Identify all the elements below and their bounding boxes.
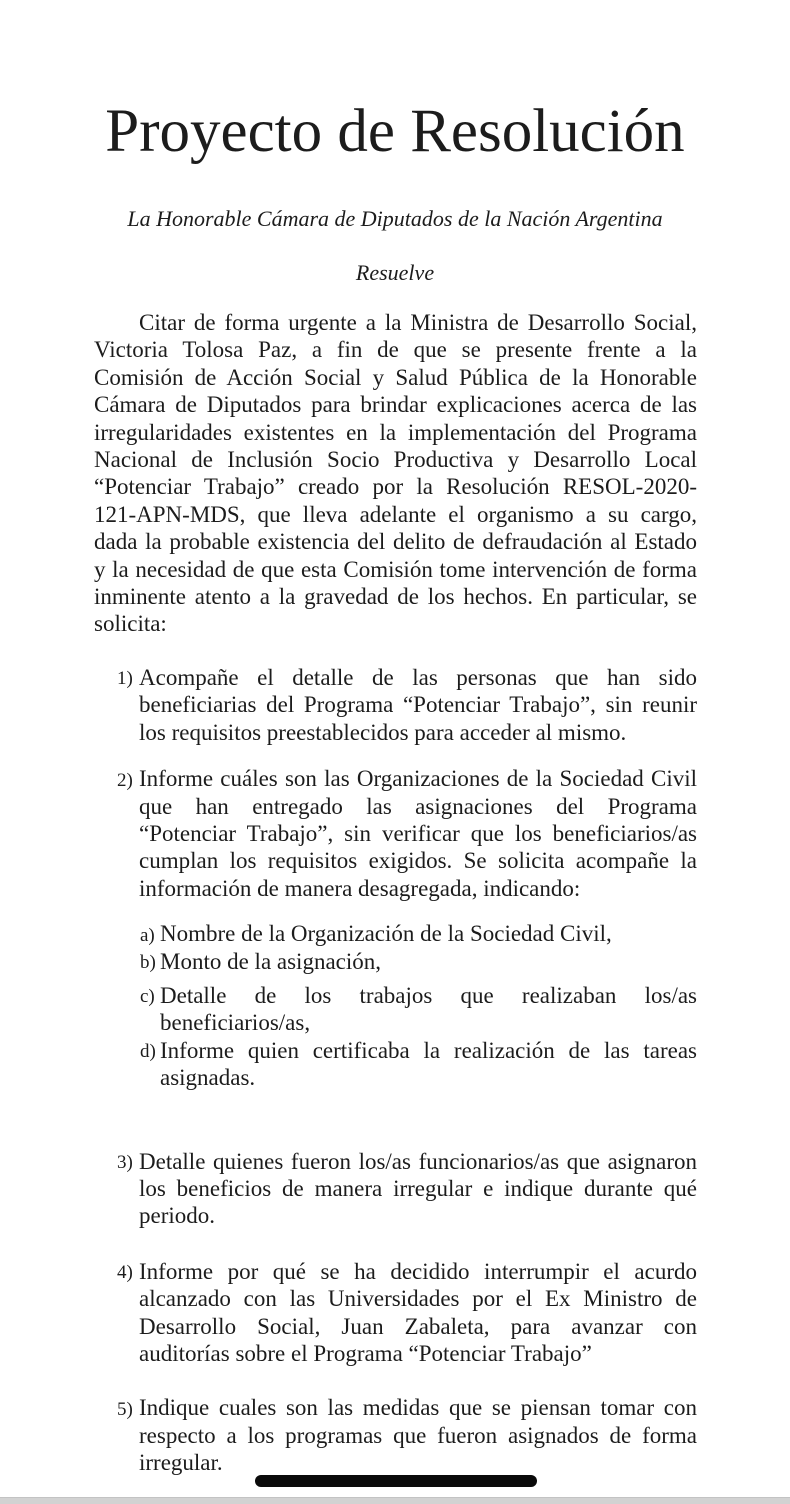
paragraph-line: y la necesidad de que esta Comisión tome intervención de forma — [94, 556, 697, 582]
paragraph-line: Victoria Tolosa Paz, a fin de que se presente frente a la — [94, 337, 697, 363]
sub-item-line: beneficiarios/as, — [160, 1010, 311, 1036]
paragraph-line: irregularidades existentes en la implementación del Programa — [94, 419, 697, 445]
list-item-line: alcanzado con las Universidades por el Ex Ministro de — [139, 1286, 697, 1312]
sub-item-line: asignadas. — [160, 1065, 256, 1091]
list-item-line: Informe por qué se ha decidido interrumpir el acurdo — [139, 1258, 697, 1284]
list-item-line: que han entregado las asignaciones del Programa — [139, 793, 697, 819]
list-item-line: respecto a los programas que fueron asignados de forma — [139, 1422, 697, 1448]
list-item-line: Desarrollo Social, Juan Zabaleta, para avanzar con — [139, 1313, 697, 1339]
page-title: Proyecto de Resolución — [105, 98, 685, 165]
list-marker: 2) — [117, 769, 133, 791]
home-indicator-bar[interactable] — [255, 1475, 537, 1487]
sub-list-marker: c) — [140, 986, 155, 1008]
paragraph-line: Comisión de Acción Social y Salud Pública de la Honorable — [94, 364, 697, 390]
paragraph-line: inminente atento a la gravedad de los hechos. En particular, se — [94, 584, 697, 610]
sub-item-line: Detalle de los trabajos que realizaban los/as — [160, 982, 697, 1008]
list-marker: 4) — [117, 1262, 133, 1284]
list-item-3 — [94, 1148, 697, 1230]
sub-item-line: Nombre de la Organización de la Sociedad Civil, — [160, 921, 612, 947]
list-marker: 1) — [117, 668, 133, 690]
list-item-line: auditorías sobre el Programa “Potenciar Trabajo” — [139, 1341, 592, 1366]
sub-list-marker: d) — [140, 1041, 156, 1063]
sub-item-b — [94, 948, 697, 975]
document-body — [94, 309, 697, 1477]
paragraph-line: Nacional de Inclusión Socio Productiva y Desarrollo Local — [94, 447, 697, 473]
paragraph-line: 121-APN-MDS, que lleva adelante el organismo a su cargo, — [94, 501, 697, 527]
list-item-line: Indique cuales son las medidas que se piensan tomar con — [139, 1395, 697, 1421]
list-item-1 — [94, 664, 697, 746]
list-marker: 3) — [117, 1152, 133, 1174]
list-item-line: “Potenciar Trabajo”, sin verificar que los beneficiarios/as — [139, 820, 697, 846]
list-item-line: periodo. — [139, 1203, 216, 1229]
paragraph-line: “Potenciar Trabajo” creado por la Resolución RESOL-2020- — [94, 474, 697, 500]
list-item-5 — [94, 1394, 697, 1476]
list-item-line: irregular. — [139, 1450, 223, 1476]
sub-item-line: Monto de la asignación, — [160, 948, 382, 974]
paragraph-line: Cámara de Diputados para brindar explicaciones acerca de las — [94, 392, 697, 418]
list-item-line: los requisitos preestablecidos para acceder al mismo. — [139, 719, 627, 745]
bottom-edge-strip — [0, 1497, 790, 1504]
paragraph-line: solicita: — [94, 611, 167, 637]
sub-item-c — [94, 982, 697, 1037]
list-item-4 — [94, 1258, 697, 1368]
sub-item-d — [94, 1037, 697, 1092]
list-item-line: los beneficios de manera irregular e indique durante qué — [139, 1175, 697, 1201]
sub-item-a — [94, 920, 697, 947]
list-item-line: beneficiarias del Programa “Potenciar Trabajo”, sin reunir — [139, 692, 697, 718]
list-item-line: Informe cuáles son las Organizaciones de la Sociedad Civil — [139, 766, 697, 792]
sub-list-marker: b) — [140, 952, 156, 974]
sub-list — [94, 920, 697, 1091]
list-marker: 5) — [117, 1398, 133, 1420]
document-subtitle: La Honorable Cámara de Diputados de la Nación Argentina — [127, 206, 663, 231]
section-heading-resuelve: Resuelve — [355, 260, 435, 285]
list-item-line: Acompañe el detalle de las personas que han sido — [139, 664, 697, 690]
list-item-line: cumplan los requisitos exigidos. Se solicita acompañe la — [139, 848, 697, 874]
paragraph-line: Citar de forma urgente a la Ministra de Desarrollo Social, — [139, 310, 697, 335]
list-item-line: Detalle quienes fueron los/as funcionarios/as que asignaron — [139, 1148, 697, 1174]
paragraph-line: dada la probable existencia del delito de defraudación al Estado — [94, 529, 697, 555]
list-item-2 — [94, 765, 697, 902]
main-paragraph — [94, 309, 697, 638]
sub-item-line: Informe quien certificaba la realización de las tareas — [160, 1037, 697, 1063]
list-item-line: información de manera desagregada, indicando: — [139, 875, 581, 901]
sub-list-marker: a) — [140, 924, 155, 946]
